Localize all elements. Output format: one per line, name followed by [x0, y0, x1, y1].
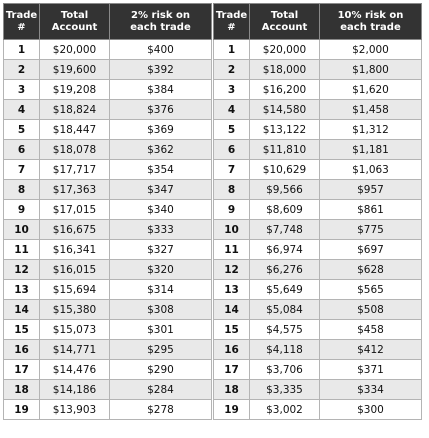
total-account-cell: $16,675 [40, 220, 110, 240]
trade-number-cell: 12 [4, 260, 40, 280]
trade-number-cell: 15 [214, 320, 250, 340]
risk-amount-cell: $340 [110, 200, 212, 220]
trade-number-cell: 18 [4, 380, 40, 400]
total-account-cell: $3,002 [250, 400, 320, 420]
risk-amount-cell: $697 [320, 240, 422, 260]
total-account-cell: $18,078 [40, 140, 110, 160]
trade-number-cell: 18 [214, 380, 250, 400]
table-row [4, 100, 212, 120]
risk-amount-cell: $392 [110, 60, 212, 80]
risk-amount-cell: $334 [320, 380, 422, 400]
total-account-cell: $6,276 [250, 260, 320, 280]
table-row [4, 140, 212, 160]
tables-container [3, 3, 422, 420]
total-account-cell: $5,649 [250, 280, 320, 300]
trade-number-cell: 3 [4, 80, 40, 100]
risk-amount-cell: $1,458 [320, 100, 422, 120]
total-account-cell: $20,000 [250, 40, 320, 60]
total-account-cell: $17,363 [40, 180, 110, 200]
trade-number-header [214, 4, 250, 40]
table-row [4, 40, 212, 60]
total-account-cell: $20,000 [40, 40, 110, 60]
table-row [214, 40, 422, 60]
table-row [4, 360, 212, 380]
table-row [214, 220, 422, 240]
header-text-line: Account [261, 21, 308, 33]
risk-amount-header [320, 4, 422, 40]
table-row [4, 160, 212, 180]
risk-amount-cell: $957 [320, 180, 422, 200]
trade-number-cell: 8 [214, 180, 250, 200]
total-account-cell: $11,810 [250, 140, 320, 160]
trade-number-cell: 16 [214, 340, 250, 360]
table-row [4, 320, 212, 340]
total-account-cell: $3,706 [250, 360, 320, 380]
risk-amount-cell: $1,620 [320, 80, 422, 100]
risk-amount-cell: $369 [110, 120, 212, 140]
table-row [214, 400, 422, 420]
risk-amount-cell: $347 [110, 180, 212, 200]
trade-number-cell: 1 [214, 40, 250, 60]
trade-number-cell: 11 [214, 240, 250, 260]
risk-amount-cell: $314 [110, 280, 212, 300]
risk-amount-cell: $371 [320, 360, 422, 380]
table-row [214, 380, 422, 400]
risk-amount-cell: $384 [110, 80, 212, 100]
total-account-cell: $18,824 [40, 100, 110, 120]
table-row [214, 300, 422, 320]
header-row [4, 4, 212, 40]
risk-amount-cell: $327 [110, 240, 212, 260]
risk-amount-cell: $565 [320, 280, 422, 300]
total-account-header [40, 4, 110, 40]
total-account-cell: $14,186 [40, 380, 110, 400]
header-text-line: 10% risk on [337, 9, 404, 21]
trade-number-cell: 6 [4, 140, 40, 160]
trade-number-cell: 7 [214, 160, 250, 180]
risk-amount-cell: $300 [320, 400, 422, 420]
total-account-cell: $17,717 [40, 160, 110, 180]
header-text-line: each trade [340, 21, 401, 33]
table-row [4, 200, 212, 220]
total-account-cell: $13,122 [250, 120, 320, 140]
header-text-line: Total [270, 9, 299, 21]
risk-amount-cell: $284 [110, 380, 212, 400]
total-account-cell: $5,084 [250, 300, 320, 320]
table-row [214, 340, 422, 360]
trade-number-cell: 6 [214, 140, 250, 160]
trade-number-cell: 11 [4, 240, 40, 260]
trade-number-cell: 2 [4, 60, 40, 80]
header-text-line: Trade [5, 9, 38, 21]
total-account-cell: $9,566 [250, 180, 320, 200]
risk-amount-cell: $301 [110, 320, 212, 340]
table-row [214, 320, 422, 340]
risk-amount-cell: $362 [110, 140, 212, 160]
risk-amount-cell: $1,181 [320, 140, 422, 160]
risk-amount-cell: $1,063 [320, 160, 422, 180]
total-account-cell: $3,335 [250, 380, 320, 400]
trade-number-cell: 10 [4, 220, 40, 240]
table-row [4, 60, 212, 80]
total-account-cell: $15,694 [40, 280, 110, 300]
header-text-line: # [227, 21, 236, 33]
total-account-cell: $18,447 [40, 120, 110, 140]
trade-number-cell: 4 [214, 100, 250, 120]
table-row [4, 260, 212, 280]
trade-number-cell: 17 [214, 360, 250, 380]
table-row [214, 120, 422, 140]
header-text-line: Account [51, 21, 98, 33]
risk-amount-cell: $295 [110, 340, 212, 360]
table-row [214, 200, 422, 220]
trade-number-cell: 7 [4, 160, 40, 180]
total-account-cell: $14,771 [40, 340, 110, 360]
risk-amount-cell: $320 [110, 260, 212, 280]
table-row [214, 240, 422, 260]
trade-number-cell: 9 [214, 200, 250, 220]
risk-amount-cell: $775 [320, 220, 422, 240]
total-account-cell: $19,600 [40, 60, 110, 80]
trade-number-cell: 9 [4, 200, 40, 220]
table-row [4, 120, 212, 140]
trade-number-cell: 16 [4, 340, 40, 360]
table-row [214, 260, 422, 280]
risk-amount-cell: $278 [110, 400, 212, 420]
table-row [4, 300, 212, 320]
risk-amount-cell: $1,312 [320, 120, 422, 140]
risk-table-10-percent [213, 3, 422, 420]
trade-number-cell: 2 [214, 60, 250, 80]
table-row [214, 360, 422, 380]
total-account-cell: $15,073 [40, 320, 110, 340]
total-account-cell: $18,000 [250, 60, 320, 80]
total-account-cell: $16,200 [250, 80, 320, 100]
header-row [214, 4, 422, 40]
trade-number-cell: 14 [4, 300, 40, 320]
risk-amount-cell: $458 [320, 320, 422, 340]
header-text-line: Trade [215, 9, 248, 21]
table-row [214, 280, 422, 300]
trade-number-cell: 8 [4, 180, 40, 200]
trade-number-cell: 12 [214, 260, 250, 280]
table-row [214, 180, 422, 200]
total-account-cell: $16,341 [40, 240, 110, 260]
trade-number-cell: 19 [214, 400, 250, 420]
header-text-line: Total [60, 9, 89, 21]
table-row [4, 80, 212, 100]
risk-table-2-percent [3, 3, 212, 420]
risk-amount-header [110, 4, 212, 40]
total-account-cell: $10,629 [250, 160, 320, 180]
risk-amount-cell: $508 [320, 300, 422, 320]
trade-number-cell: 3 [214, 80, 250, 100]
risk-amount-cell: $2,000 [320, 40, 422, 60]
table-row [4, 180, 212, 200]
trade-number-cell: 19 [4, 400, 40, 420]
risk-amount-cell: $861 [320, 200, 422, 220]
risk-amount-cell: $1,800 [320, 60, 422, 80]
risk-amount-cell: $400 [110, 40, 212, 60]
table-row [4, 400, 212, 420]
table-row [214, 160, 422, 180]
total-account-cell: $15,380 [40, 300, 110, 320]
table-row [214, 140, 422, 160]
trade-number-cell: 1 [4, 40, 40, 60]
total-account-cell: $17,015 [40, 200, 110, 220]
total-account-cell: $7,748 [250, 220, 320, 240]
table-row [4, 280, 212, 300]
trade-number-header [4, 4, 40, 40]
trade-number-cell: 13 [4, 280, 40, 300]
table-row [214, 80, 422, 100]
table-row [214, 100, 422, 120]
total-account-cell: $13,903 [40, 400, 110, 420]
table-row [4, 220, 212, 240]
trade-number-cell: 5 [4, 120, 40, 140]
total-account-cell: $8,609 [250, 200, 320, 220]
risk-amount-cell: $290 [110, 360, 212, 380]
table-row [214, 60, 422, 80]
trade-number-cell: 10 [214, 220, 250, 240]
total-account-cell: $14,476 [40, 360, 110, 380]
total-account-cell: $16,015 [40, 260, 110, 280]
risk-amount-cell: $354 [110, 160, 212, 180]
trade-number-cell: 17 [4, 360, 40, 380]
risk-amount-cell: $308 [110, 300, 212, 320]
risk-amount-cell: $376 [110, 100, 212, 120]
total-account-cell: $19,208 [40, 80, 110, 100]
trade-number-cell: 5 [214, 120, 250, 140]
trade-number-cell: 14 [214, 300, 250, 320]
table-row [4, 340, 212, 360]
total-account-cell: $6,974 [250, 240, 320, 260]
header-text-line: 2% risk on [131, 9, 190, 21]
risk-amount-cell: $412 [320, 340, 422, 360]
trade-number-cell: 13 [214, 280, 250, 300]
total-account-cell: $4,575 [250, 320, 320, 340]
total-account-cell: $4,118 [250, 340, 320, 360]
risk-amount-cell: $333 [110, 220, 212, 240]
total-account-cell: $14,580 [250, 100, 320, 120]
table-row [4, 240, 212, 260]
trade-number-cell: 15 [4, 320, 40, 340]
trade-number-cell: 4 [4, 100, 40, 120]
table-row [4, 380, 212, 400]
header-text-line: each trade [130, 21, 191, 33]
risk-amount-cell: $628 [320, 260, 422, 280]
total-account-header [250, 4, 320, 40]
header-text-line: # [17, 21, 26, 33]
